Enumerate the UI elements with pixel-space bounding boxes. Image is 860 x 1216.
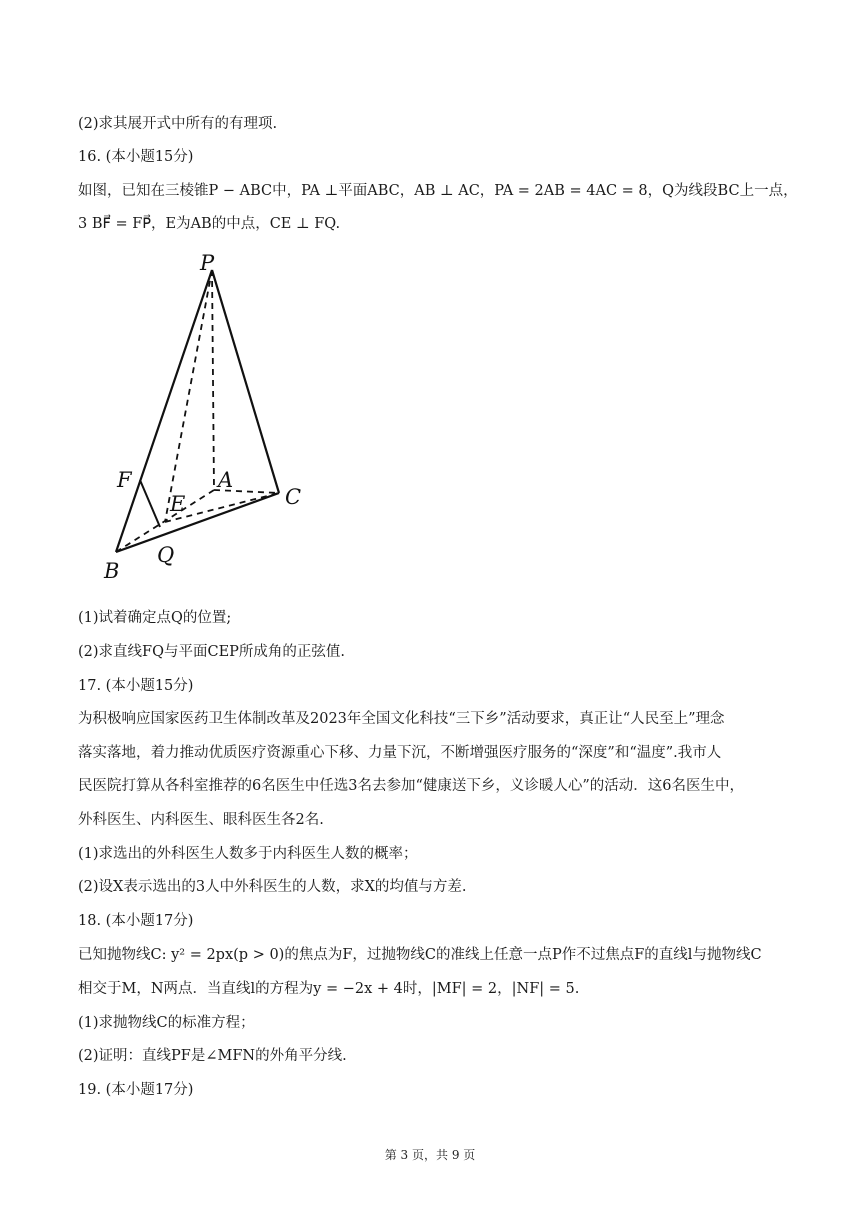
label-E: E	[170, 492, 186, 516]
text-line: 民医院打算从各科室推荐的6名医生中任选3名去参加“健康送下乡，义诊暖人心”的活动．这6名医生中，	[78, 778, 744, 794]
page-footer: 第 3 页，共 9 页	[384, 1148, 476, 1162]
label-Q: Q	[157, 543, 175, 567]
question-heading: 18. (本小题17分)	[78, 913, 194, 929]
question-heading: 17. (本小题15分)	[78, 678, 194, 694]
text-line: (2)设X表示选出的3人中外科医生的人数，求X的均值与方差.	[78, 879, 467, 895]
text-line: 3 BF⃗ = FP⃗，E为AB的中点，CE ⊥ FQ.	[78, 216, 341, 232]
edge-PA	[212, 270, 214, 490]
text-line: (1)求选出的外科医生人数多于内科医生人数的概率；	[78, 846, 418, 862]
text-line: (2)证明：直线PF是∠MFN的外角平分线.	[78, 1048, 347, 1064]
question-heading: 16. (本小题15分)	[78, 149, 194, 165]
text-line: (2)求其展开式中所有的有理项.	[78, 116, 278, 132]
segment-PE	[165, 270, 212, 522]
text-line: 相交于M，N两点．当直线l的方程为y = −2x + 4时，|MF| = 2，|NF| = 5.	[78, 981, 580, 997]
text-line: (1)求抛物线C的标准方程；	[78, 1015, 255, 1031]
text-line: (2)求直线FQ与平面CEP所成角的正弦值.	[78, 644, 346, 660]
text-line: 为积极响应国家医药卫生体制改革及2023年全国文化科技“三下乡”活动要求，真正让“人民至上”理念	[78, 711, 725, 727]
label-C: C	[285, 485, 302, 509]
edge-PC	[212, 270, 279, 493]
label-B: B	[104, 559, 120, 583]
question-heading: 19. (本小题17分)	[78, 1082, 194, 1098]
label-P: P	[200, 251, 215, 275]
label-F: F	[117, 468, 132, 492]
pyramid-figure	[100, 248, 320, 588]
segment-FQ	[140, 480, 160, 527]
edge-BC	[116, 493, 279, 552]
label-A: A	[218, 468, 234, 492]
text-line: 外科医生、内科医生、眼科医生各2名.	[78, 812, 324, 828]
text-line: 落实落地，着力推动优质医疗资源重心下移、力量下沉，不断增强医疗服务的“深度”和“温度”.我市人	[78, 745, 722, 761]
text-line: (1)试着确定点Q的位置;	[78, 610, 232, 626]
text-line: 已知抛物线C: y² = 2px(p > 0)的焦点为F，过抛物线C的准线上任意一点P作不过焦点F的直线l与抛物线C	[78, 947, 762, 963]
edge-PB	[116, 270, 212, 552]
text-line: 如图，已知在三棱锥P − ABC中，PA ⊥平面ABC，AB ⊥ AC，PA = 2AB = 4AC = 8，Q为线段BC上一点，	[78, 183, 798, 199]
